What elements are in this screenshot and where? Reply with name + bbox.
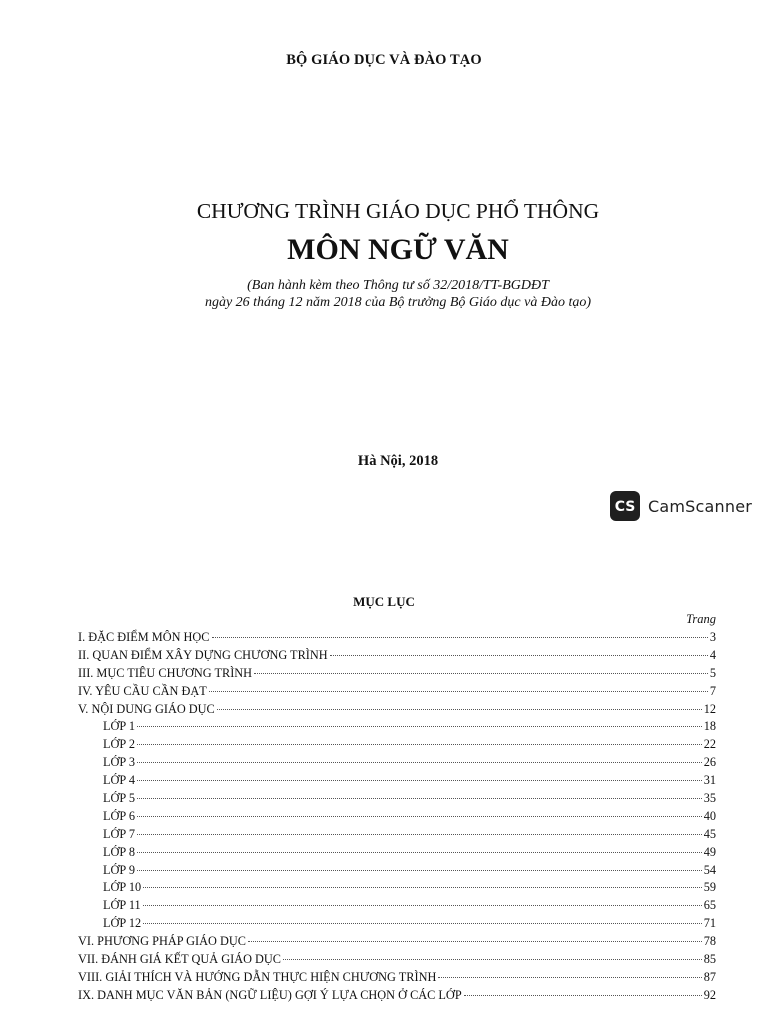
toc-entry-page: 45 — [703, 826, 716, 841]
toc-entry-page: 7 — [709, 683, 716, 698]
toc-entry[interactable] — [78, 952, 716, 970]
toc-entry-page: 85 — [703, 952, 716, 967]
table-of-contents — [78, 630, 716, 1006]
camscanner-watermark — [610, 491, 752, 521]
toc-entry-page: 18 — [703, 719, 716, 734]
toc-entry-page: 31 — [703, 773, 716, 788]
toc-entry[interactable] — [78, 863, 716, 881]
toc-entry[interactable] — [78, 702, 716, 720]
toc-entry-page: 3 — [709, 630, 716, 644]
camscanner-logo-glyph — [610, 491, 640, 521]
toc-entry-label: LỚP 4 — [103, 773, 135, 788]
toc-entry-label: LỚP 6 — [103, 808, 135, 823]
toc-entry[interactable] — [78, 809, 716, 827]
toc-entry[interactable] — [78, 827, 716, 845]
toc-entry-page: 40 — [703, 808, 716, 823]
toc-entry-page: 5 — [709, 665, 716, 680]
program-title: CHƯƠNG TRÌNH GIÁO DỤC PHỔ THÔNG — [196, 199, 600, 223]
toc-dot-leader — [137, 726, 702, 727]
toc-entry[interactable] — [78, 630, 716, 648]
toc-entry[interactable] — [78, 719, 716, 737]
toc-entry-page: 71 — [703, 916, 716, 931]
toc-dot-leader — [283, 959, 702, 960]
toc-entry-label: IX. DANH MỤC VĂN BẢN (NGỮ LIỆU) GỢI Ý LỰA CHỌN Ở CÁC LỚP — [78, 987, 462, 1002]
toc-entry-page: 12 — [703, 701, 716, 716]
toc-entry-label: LỚP 11 — [103, 898, 141, 913]
toc-entry[interactable] — [78, 988, 716, 1006]
toc-entry-label: VI. PHƯƠNG PHÁP GIÁO DỤC — [78, 934, 246, 949]
toc-dot-leader — [209, 691, 708, 692]
toc-dot-leader — [330, 655, 708, 656]
toc-entry[interactable] — [78, 934, 716, 952]
toc-dot-leader — [254, 673, 708, 674]
camscanner-logo-icon — [610, 491, 640, 521]
toc-dot-leader — [464, 995, 702, 996]
toc-entry-page: 54 — [703, 862, 716, 877]
toc-entry-page: 4 — [709, 647, 716, 662]
toc-entry[interactable] — [78, 737, 716, 755]
toc-entry-page: 35 — [703, 791, 716, 806]
subject-title: MÔN NGỮ VĂN — [287, 233, 509, 266]
toc-entry-page: 92 — [703, 987, 716, 1002]
toc-entry[interactable] — [78, 916, 716, 934]
toc-entry[interactable] — [78, 648, 716, 666]
toc-entry-label: I. ĐẶC ĐIỂM MÔN HỌC — [78, 630, 210, 644]
toc-entry-label: LỚP 12 — [103, 916, 142, 931]
toc-entry-label: III. MỤC TIÊU CHƯƠNG TRÌNH — [78, 665, 253, 680]
issuance-note — [0, 277, 768, 311]
issuance-note-line-1: (Ban hành kèm theo Thông tư số 32/2018/TT-BGDĐT — [247, 278, 549, 293]
toc-dot-leader — [137, 744, 702, 745]
toc-entry-label: LỚP 5 — [103, 791, 135, 806]
toc-dot-leader — [212, 637, 708, 638]
toc-entry[interactable] — [78, 898, 716, 916]
toc-dot-leader — [248, 941, 702, 942]
toc-dot-leader — [143, 887, 702, 888]
toc-dot-leader — [137, 780, 702, 781]
toc-dot-leader — [137, 798, 702, 799]
toc-entry[interactable] — [78, 791, 716, 809]
toc-dot-leader — [137, 870, 702, 871]
toc-entry-label: LỚP 2 — [103, 737, 135, 752]
toc-entry-page: 59 — [703, 880, 716, 895]
place-date: Hà Nội, 2018 — [357, 453, 439, 469]
camscanner-brand: CamScanner — [648, 496, 753, 516]
toc-entry[interactable] — [78, 773, 716, 791]
toc-dot-leader — [438, 977, 701, 978]
toc-title: MỤC LỤC — [353, 594, 415, 609]
toc-entry-label: LỚP 8 — [103, 844, 135, 859]
toc-dot-leader — [137, 852, 702, 853]
toc-entry-label: II. QUAN ĐIỂM XÂY DỰNG CHƯƠNG TRÌNH — [78, 647, 328, 662]
toc-entry-label: LỚP 7 — [103, 826, 135, 841]
toc-entry[interactable] — [78, 970, 716, 988]
toc-entry-page: 78 — [703, 934, 716, 949]
toc-entry-page: 26 — [703, 755, 716, 770]
toc-entry-page: 49 — [703, 844, 716, 859]
ministry-heading: BỘ GIÁO DỤC VÀ ĐÀO TẠO — [286, 52, 482, 68]
svg-text:CS: CS — [614, 499, 636, 515]
toc-dot-leader — [137, 816, 702, 817]
toc-entry-label: V. NỘI DUNG GIÁO DỤC — [78, 701, 215, 716]
toc-dot-leader — [137, 762, 702, 763]
toc-page-header: Trang — [686, 612, 716, 626]
toc-entry[interactable] — [78, 666, 716, 684]
toc-entry-page: 22 — [703, 737, 716, 752]
toc-entry-label: LỚP 1 — [103, 719, 135, 734]
toc-entry-label: VII. ĐÁNH GIÁ KẾT QUẢ GIÁO DỤC — [78, 952, 281, 967]
toc-entry-page: 65 — [703, 898, 716, 913]
toc-dot-leader — [217, 709, 702, 710]
toc-dot-leader — [143, 923, 702, 924]
toc-entry-page: 87 — [703, 969, 716, 984]
toc-dot-leader — [143, 905, 702, 906]
toc-entry[interactable] — [78, 845, 716, 863]
issuance-note-line-2: ngày 26 tháng 12 năm 2018 của Bộ trưởng Bộ Giáo dục và Đào tạo) — [204, 295, 592, 310]
toc-entry[interactable] — [78, 755, 716, 773]
toc-entry[interactable] — [78, 684, 716, 702]
toc-entry-label: LỚP 9 — [103, 862, 135, 877]
toc-entry-label: LỚP 3 — [103, 755, 135, 770]
toc-dot-leader — [137, 834, 702, 835]
toc-entry[interactable] — [78, 880, 716, 898]
toc-entry-label: LỚP 10 — [103, 880, 142, 895]
toc-entry-label: IV. YÊU CẦU CẦN ĐẠT — [78, 683, 207, 698]
toc-entry-label: VIII. GIẢI THÍCH VÀ HƯỚNG DẪN THỰC HIỆN CHƯƠNG TRÌNH — [78, 969, 437, 984]
